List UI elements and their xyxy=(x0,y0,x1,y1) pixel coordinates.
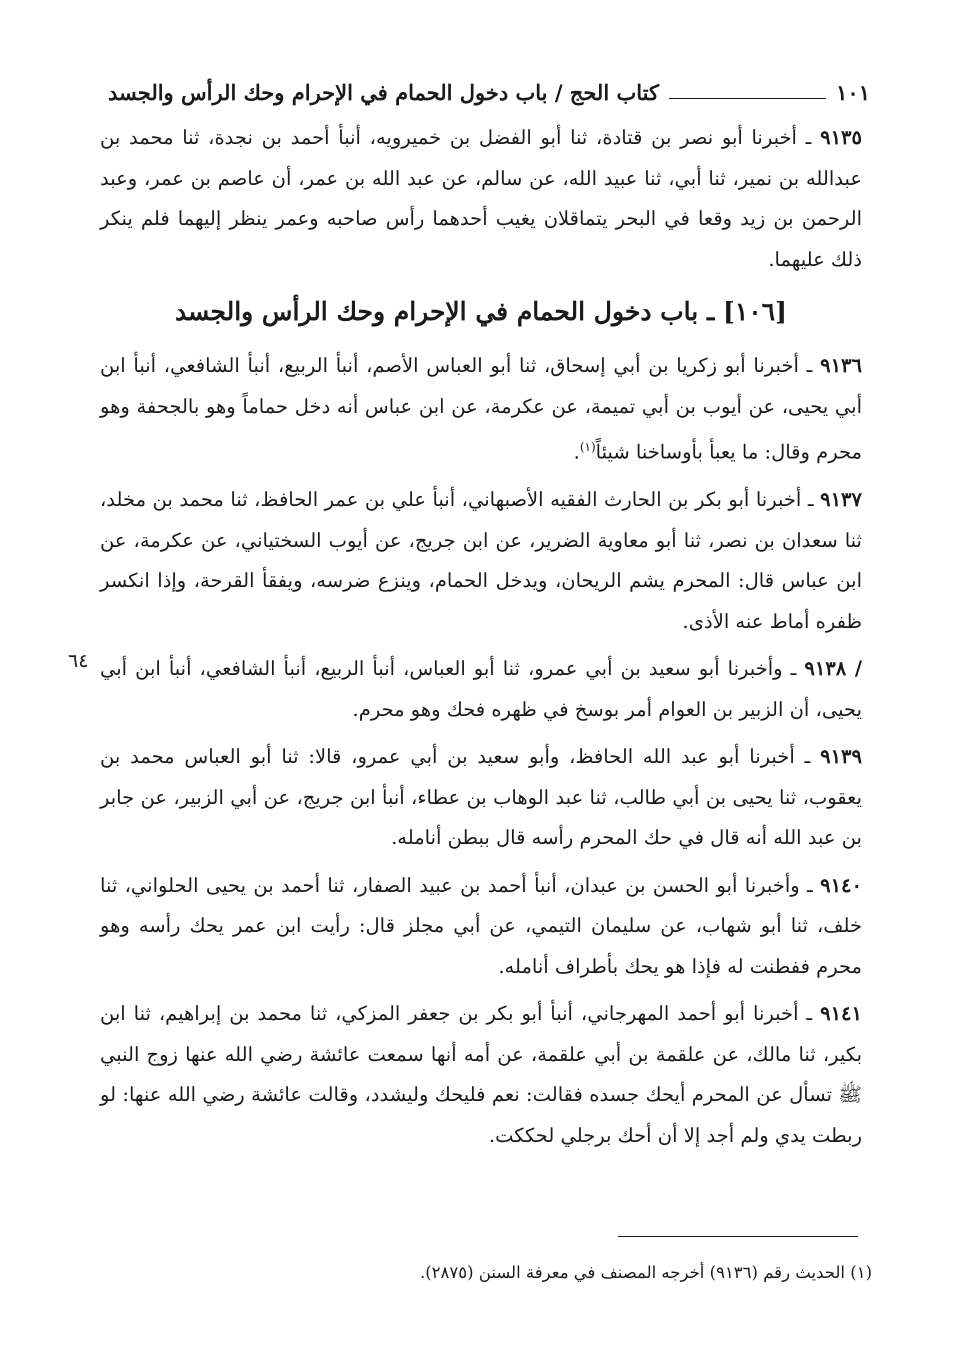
hadith-number: ٩١٣٩ xyxy=(820,745,862,768)
hadith-9138 xyxy=(100,649,862,730)
margin-page-marker: ٦٤ xyxy=(68,650,89,672)
hadith-9135 xyxy=(100,118,862,280)
footnote-divider xyxy=(618,1236,858,1237)
hadith-number: ٩١٤١ xyxy=(820,1002,862,1025)
hadith-9141 xyxy=(100,994,862,1156)
header-rule xyxy=(669,98,826,99)
hadith-number: ٩١٣٦ xyxy=(820,354,862,377)
footnote-ref[interactable]: (١) xyxy=(579,440,596,454)
hadith-text: ـ أخبرنا أبو نصر بن قتادة، ثنا أبو الفضل بن خميرويه، أنبأ أحمد بن نجدة، ثنا محمد بن عبدالله بن نمير، ثنا أبي، ثنا عبيد الله، عن سالم، عن عبد الله بن عمر، أن عاصم بن عمر، وعبد الرحمن بن زيد وقعا في البحر يتماقلان يغيب أحدهما رأس صاحبه وعمر ينظر إليهما فلم ينكر ذلك عليهما. xyxy=(100,126,862,271)
hadith-9139 xyxy=(100,737,862,859)
hadith-number: ٩١٣٥ xyxy=(820,126,862,149)
hadith-text: ـ أخبرنا أبو زكريا بن أبي إسحاق، ثنا أبو العباس الأصم، أنبأ الربيع، أنبأ الشافعي، أنبأ ابن أبي يحيى، عن أيوب بن أبي تميمة، عن عكرمة، عن ابن عباس أنه دخل حماماً وهو بالجحفة وهو محرم وقال: ما يعبأ بأوساخنا شيئاً xyxy=(100,354,862,464)
running-header xyxy=(108,72,870,112)
hadith-number: ٩١٤٠ xyxy=(820,873,863,897)
hadith-9137 xyxy=(100,480,862,642)
header-title: كتاب الحج / باب دخول الحمام في الإحرام وحك الرأس والجسد xyxy=(108,79,659,105)
hadith-9140 xyxy=(100,866,862,988)
hadith-text: ـ أخبرنا أبو أحمد المهرجاني، أنبأ أبو بكر بن جعفر المزكي، ثنا محمد بن إبراهيم، ثنا ابن بكير، ثنا مالك، عن علقمة بن أبي علقمة، عن أمه أنها سمعت عائشة رضي الله عنها زوج النبي ﷺ تسأل عن المحرم أيحك جسده فقالت: نعم فليحك وليشدد، وقالت عائشة رضي الله عنها: لو ربطت يدي ولم أجد إلا أن أحك برجلي لحككت. xyxy=(100,1002,862,1147)
footnote: (١) الحديث رقم (٩١٣٦) أخرجه المصنف في معرفة السنن (٢٨٧٥). xyxy=(419,1263,872,1282)
hadith-number: ٩١٣٧ xyxy=(820,488,862,511)
hadith-text: ـ وأخبرنا أبو سعيد بن أبي عمرو، ثنا أبو العباس، أنبأ الربيع، أنبأ الشافعي، أنبأ ابن أبي يحيى، أن الزبير بن العوام أمر بوسخ في ظهره فحك وهو محرم. xyxy=(100,657,862,721)
chapter-heading: [١٠٦] ـ باب دخول الحمام في الإحرام وحك الرأس والجسد xyxy=(175,297,787,326)
hadith-text: ـ أخبرنا أبو بكر بن الحارث الفقيه الأصبهاني، أنبأ علي بن عمر الحافظ، ثنا محمد بن مخلد، ثنا سعدان بن نصر، ثنا أبو معاوية الضرير، عن ابن جريج، عن أيوب السختياني، عن عكرمة، عن ابن عباس قال: المحرم يشم الريحان، ويدخل الحمام، وينزع ضرسه، ويفقأ القرحة، وإذا انكسر ظفره أماط عنه الأذى. xyxy=(100,488,862,633)
hadith-9136 xyxy=(100,346,862,473)
hadith-text: ـ وأخبرنا أبو الحسن بن عبدان، أنبأ أحمد بن عبيد الصفار، ثنا أحمد بن يحيى الحلواني، ثنا خلف، ثنا أبو شهاب، عن سليمان التيمي، عن أبي مجلز قال: رأيت ابن عمر يحك رأسه وهو محرم ففطنت له فإذا هو يحك بأطراف أنامله. xyxy=(100,873,862,978)
main-text xyxy=(100,118,862,1163)
page-number: ١٠١ xyxy=(836,79,870,105)
hadith-text: ـ أخبرنا أبو عبد الله الحافظ، وأبو سعيد بن أبي عمرو، قالا: ثنا أبو العباس محمد بن يعقوب، ثنا يحيى بن أبي طالب، ثنا عبد الوهاب بن عطاء، أنبأ ابن جريج، عن أبي الزبير، عن جابر بن عبد الله أنه قال في حك المحرم رأسه قال ببطن أنامله. xyxy=(100,745,862,849)
hadith-number: / ٩١٣٨ xyxy=(804,657,862,680)
hadith-text-tail: . xyxy=(573,440,580,464)
